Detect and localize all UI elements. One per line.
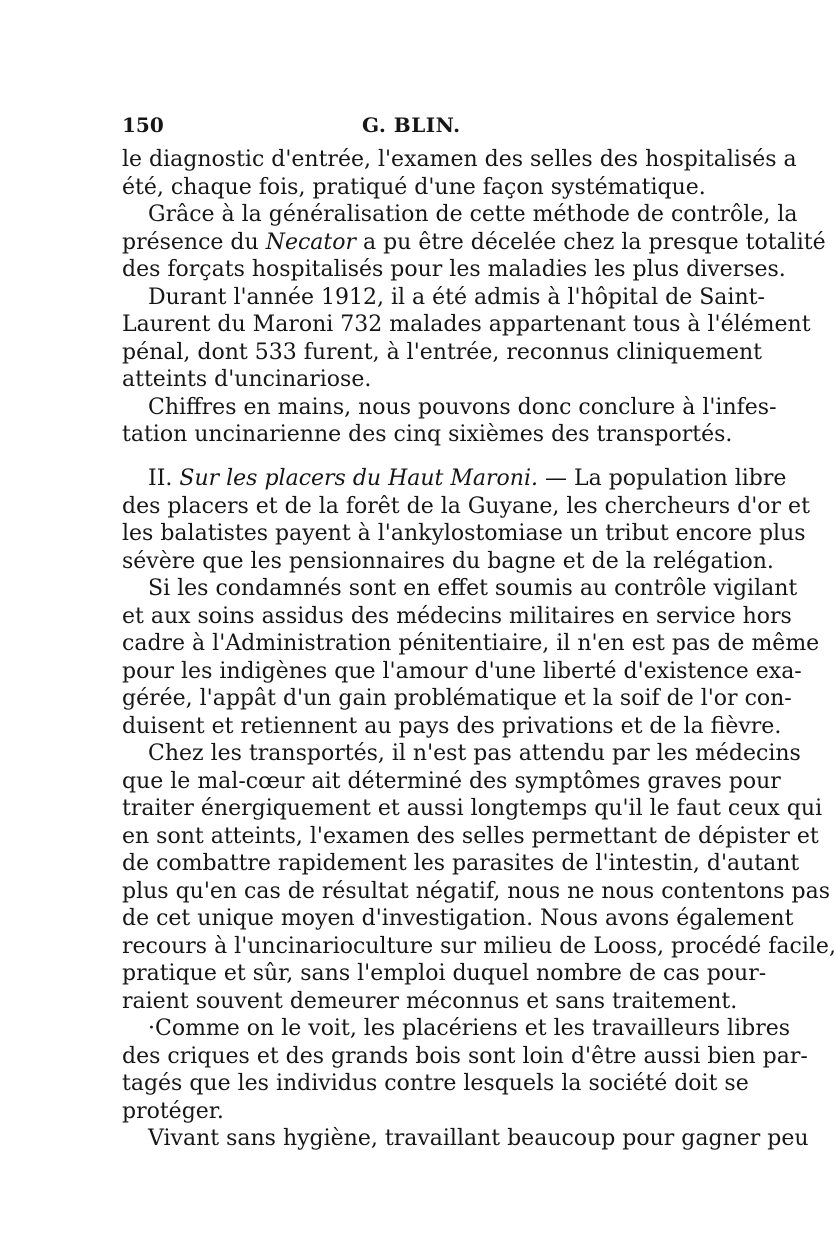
necator-term: Necator — [265, 229, 356, 255]
text-line: été, chaque fois, pratiqué d'une façon systématique. — [122, 174, 706, 200]
text-line: Laurent du Maroni 732 malades appartenant tous à l'élément — [122, 312, 811, 337]
text-line: Vivant sans hygiène, travaillant beaucoup pour gagner peu — [148, 1126, 809, 1151]
section-1-text — [122, 146, 826, 449]
text-line: sévère que les pensionnaires du bagne et de la relégation. — [122, 548, 774, 574]
text-line: cadre à l'Administration pénitentiaire, il n'en est pas de même — [122, 631, 820, 656]
text-line: les balatistes payent à l'ankylostomiase un tribut encore plus — [122, 521, 806, 546]
text-line: de cet unique moyen d'investigation. Nous avons également — [122, 906, 794, 931]
text-line: que le mal-cœur ait déterminé des symptômes graves pour — [122, 768, 781, 794]
text-line: duisent et retiennent au pays des privations et de la fièvre. — [122, 713, 782, 739]
text-line: pénal, dont 533 furent, à l'entrée, reconnus cliniquement — [122, 339, 762, 365]
section-title: Sur les placers du Haut Maroni. — [179, 466, 538, 491]
text-fragment: présence du — [122, 229, 266, 255]
text-line: plus qu'en cas de résultat négatif, nous ne nous contentons pas — [122, 878, 831, 904]
text-fragment: — La population libre — [538, 466, 787, 491]
text-line: Chez les transportés, il n'est pas attendu par les médecins — [148, 741, 801, 766]
section-heading-line — [122, 465, 787, 493]
text-line: pour les indigènes que l'amour d'une liberté d'existence exa- — [122, 658, 802, 684]
section-2-text — [122, 465, 836, 1153]
text-fragment: a pu être décelée chez la presque totalité — [356, 229, 826, 255]
text-line: recours à l'uncinarioculture sur milieu de Looss, procédé facile, — [122, 933, 836, 959]
running-head: G. BLIN. — [362, 113, 461, 137]
text-line: protéger. — [122, 1098, 224, 1124]
text-line: Grâce à la généralisation de cette méthode de contrôle, la — [148, 202, 798, 227]
text-line: tagés que les individus contre lesquels la société doit se — [122, 1071, 749, 1096]
text-line: des forçats hospitalisés pour les maladies les plus diverses. — [122, 257, 786, 282]
page-header — [122, 113, 682, 143]
text-line: des criques et des grands bois sont loin d'être aussi bien par- — [122, 1043, 808, 1069]
text-line: pratique et sûr, sans l'emploi duquel nombre de cas pour- — [122, 961, 767, 986]
text-line: en sont atteints, l'examen des selles permettant de dépister et — [122, 823, 819, 849]
text-line: le diagnostic d'entrée, l'examen des selles des hospitalisés a — [122, 147, 797, 172]
text-line: et aux soins assidus des médecins militaires en service hors — [122, 603, 792, 629]
text-line: gérée, l'appât d'un gain problématique et la soif de l'or con- — [122, 686, 792, 711]
text-line: traiter énergiquement et aussi longtemps qu'il le faut ceux qui — [122, 796, 823, 821]
section-number: II. — [148, 466, 180, 491]
text-line: Chiffres en mains, nous pouvons donc conclure à l'infes- — [148, 394, 777, 420]
text-line: Si les condamnés sont en effet soumis au contrôle vigilant — [148, 576, 798, 601]
page-number: 150 — [122, 113, 164, 137]
text-line: ·Comme on le voit, les placériens et les travailleurs libres — [148, 1016, 791, 1041]
text-line: atteints d'uncinariose. — [122, 367, 372, 392]
text-line: des placers et de la forêt de la Guyane, les chercheurs d'or et — [122, 493, 810, 519]
text-line — [122, 229, 826, 257]
text-line: de combattre rapidement les parasites de l'intestin, d'autant — [122, 851, 800, 876]
text-line: tation uncinarienne des cinq sixièmes des transportés. — [122, 422, 733, 447]
text-line: Durant l'année 1912, il a été admis à l'hôpital de Saint- — [148, 284, 765, 310]
text-line: raient souvent demeurer méconnus et sans traitement. — [122, 988, 738, 1014]
